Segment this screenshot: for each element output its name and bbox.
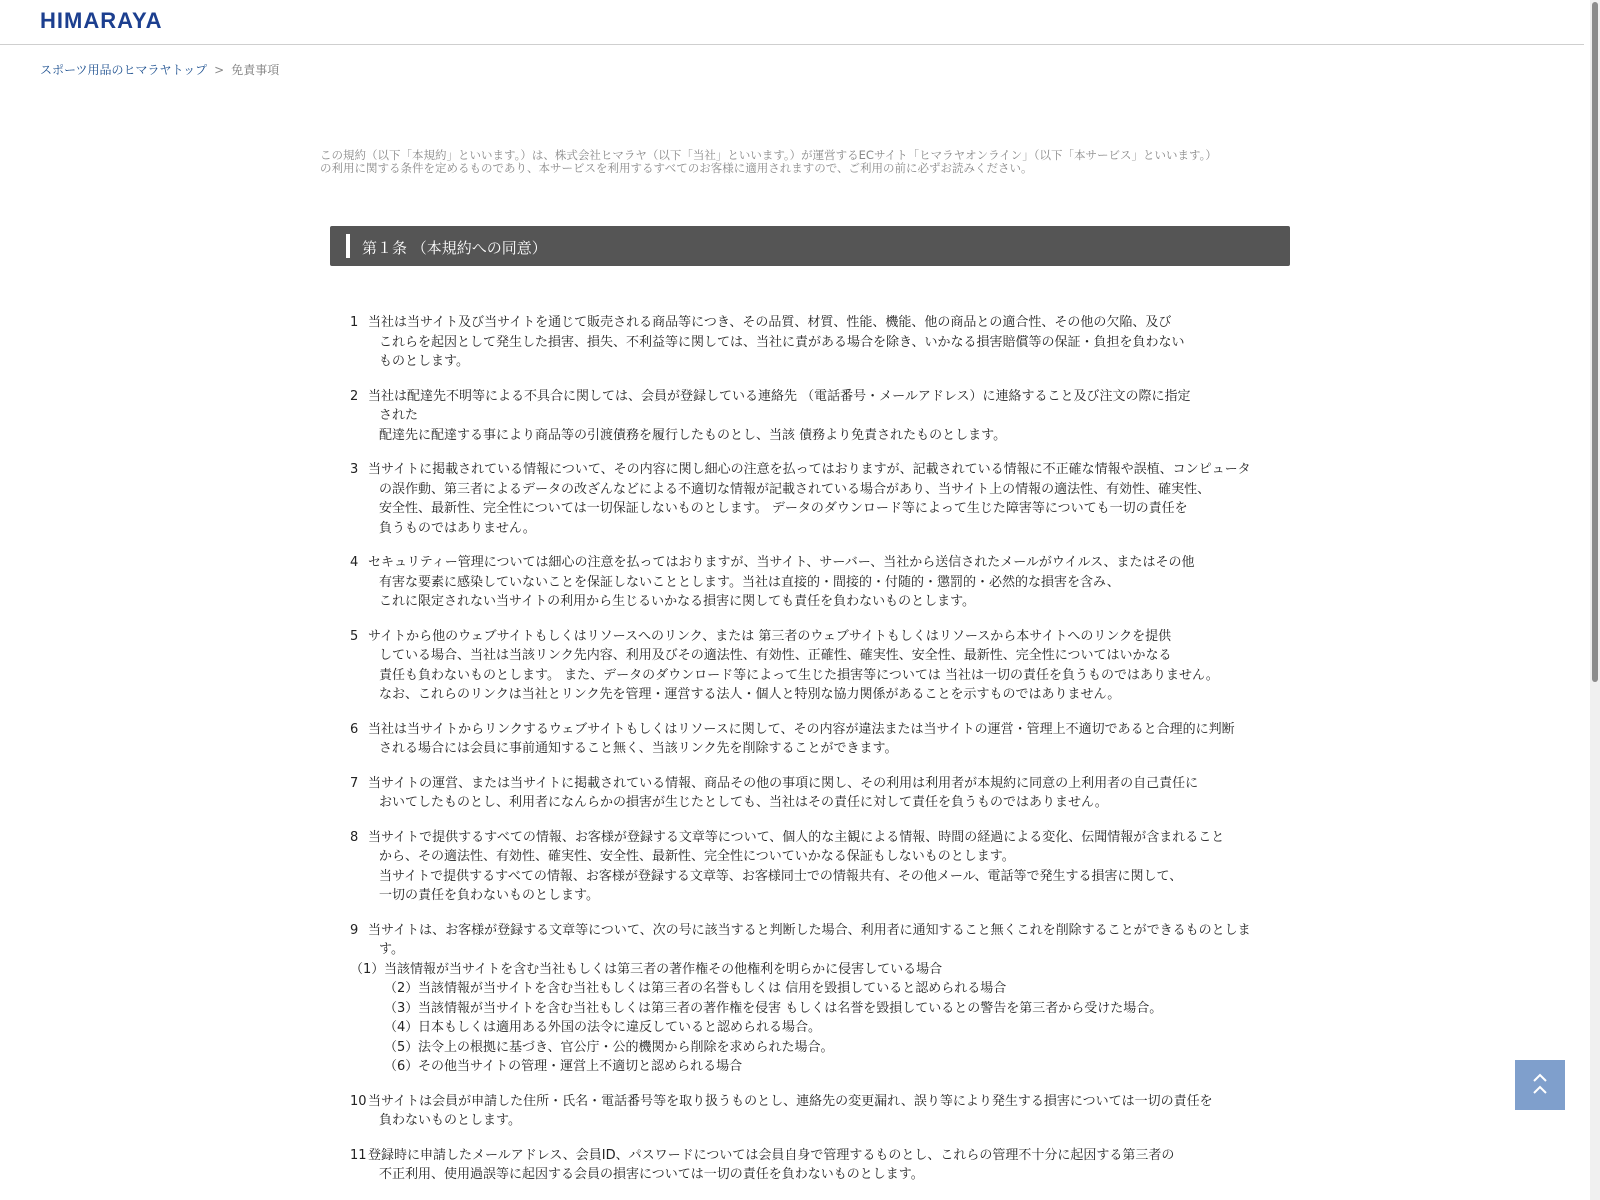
clause-number: 4	[350, 555, 359, 570]
clause-text-line: 当サイトで提供するすべての情報、お客様が登録する文章等、お客様同士での情報共有、その他メール、電話等で発生する損害に関して、	[379, 868, 1183, 884]
clause-item	[350, 553, 1270, 612]
clause-text-line: 当社は当サイト及び当サイトを通じて販売される商品等につき、その品質、材質、性能、機能、他の商品との適合性、その他の欠陥、及び	[368, 315, 1172, 330]
intro-line: の利用に関する条件を定めるものであり、本サービスを利用するすべてのお客様に適用されますので、ご利用の前に必ずお読みください。	[320, 161, 1033, 175]
clause-text-line: 当社は配達先不明等による不具合に関しては、会員が登録している連絡先 （電話番号・メールアドレス）に連絡すること及び注文の際に指定	[368, 388, 1191, 404]
clause-text-line: された	[379, 408, 419, 423]
clause-item	[350, 1146, 1270, 1185]
clause-subitem	[350, 1057, 1270, 1077]
clause-text-line: 登録時に申請したメールアドレス、会員ID、パスワードについては会員自身で管理するものとし、これらの管理不十分に起因する第三者の	[368, 1147, 1175, 1163]
section-title: 第１条 （本規約への同意）	[362, 239, 547, 257]
clause-text-line: 責任も負わないものとします。 また、データのダウンロード等によって生じた損害等については 当社は一切の責任を負うものではありません。	[379, 667, 1219, 683]
subitem-number: （2）	[384, 981, 419, 996]
double-chevron-up-icon	[1530, 1071, 1550, 1099]
clause-text-line: 負わないものとします。	[379, 1113, 521, 1128]
clause-text-line: 当サイトは、お客様が登録する文章等について、次の号に該当すると判断した場合、利用者に通知すること無くこれを削除することができるものとしま	[368, 922, 1251, 938]
subitem-text: 法令上の根拠に基づき、官公庁・公的機関から削除を求められた場合。	[418, 1039, 834, 1055]
clause-text-line: サイトから他のウェブサイトもしくはリソースへのリンク、または 第三者のウェブサイトもしくはリソースから本サイトへのリンクを提供	[368, 628, 1172, 644]
breadcrumb-separator: >	[214, 63, 225, 77]
clause-subitem	[350, 979, 1270, 999]
clause-item	[350, 387, 1270, 446]
clause-item	[350, 774, 1270, 813]
clause-item	[350, 627, 1270, 705]
clause-list	[350, 313, 1270, 1200]
subitem-number: （1）	[350, 961, 385, 977]
clause-subitem	[350, 999, 1270, 1019]
clause-text-line: おいてしたものとし、利用者になんらかの損害が生じたとしても、当社はその責任に対して責任を負うものではありません。	[379, 795, 1108, 810]
clause-text-line: 不正利用、使用過誤等に起因する会員の損害については一切の責任を負わないものとします。	[379, 1167, 924, 1182]
clause-subitem	[350, 1038, 1270, 1058]
subitem-text: 当該情報が当サイトを含む当社もしくは第三者の著作権その他権利を明らかに侵害している場合	[384, 961, 943, 977]
scrollbar-thumb[interactable]	[1592, 2, 1598, 682]
clause-text-line: これに限定されない当サイトの利用から生じるいかなる損害に関しても責任を負わないものとします。	[379, 594, 976, 609]
clause-item	[350, 460, 1270, 538]
intro-text	[320, 149, 1280, 175]
clause-number: 3	[350, 462, 359, 477]
himaraya-logo[interactable]: HIMARAYA	[40, 8, 163, 33]
subitem-text: 当該情報が当サイトを含む当社もしくは第三者の名誉もしくは 信用を毀損していると認められる場合	[418, 981, 1007, 996]
clause-text-line: 当サイトに掲載されている情報について、その内容に関し細心の注意を払ってはおりますが、記載されている情報に不正確な情報や誤植、コンピュータ	[368, 462, 1251, 477]
clause-number: 5	[350, 628, 359, 644]
clause-text-line: 当サイトで提供するすべての情報、お客様が登録する文章等について、個人的な主観による情報、時間の経過による変化、伝聞情報が含まれること	[368, 829, 1225, 845]
clause-text-line: 安全性、最新性、完全性については一切保証しないものとします。 データのダウンロード等によって生じた障害等についても一切の責任を	[379, 501, 1188, 516]
clause-text-line: 当サイトは会員が申請した住所・氏名・電話番号等を取り扱うものとし、連絡先の変更漏れ、誤り等により発生する損害については一切の責任を	[368, 1093, 1213, 1109]
subitem-number: （5）	[384, 1039, 419, 1055]
clause-text-line: の誤作動、第三者によるデータの改ざんなどによる不適切な情報が記載されている場合があり、当サイト上の情報の適法性、有効性、確実性、	[379, 481, 1211, 497]
intro-line: この規約（以下「本規約」といいます。）は、株式会社ヒマラヤ（以下「当社」といいます。）が運営するECサイト「ヒマラヤオンライン」（以下「本サービス」といいます。）	[320, 148, 1217, 162]
clause-text-line: す。	[379, 942, 404, 957]
clause-item	[350, 313, 1270, 372]
site-header	[0, 0, 1584, 45]
clause-text-line: 一切の責任を負わないものとします。	[379, 888, 599, 903]
clause-text-line: なお、これらのリンクは当社とリンク先を管理・運営する法人・個人と特別な協力関係があることを示すものではありません。	[379, 687, 1121, 702]
clause-item	[350, 921, 1270, 1077]
breadcrumb-home-link[interactable]: スポーツ用品のヒマラヤトップ	[40, 63, 208, 77]
breadcrumb-current: 免責事項	[231, 63, 280, 77]
clause-text-line: 負うものではありません。	[379, 520, 536, 536]
breadcrumb	[40, 61, 279, 78]
clause-number: 9	[350, 922, 359, 938]
page-top-button[interactable]	[1515, 1060, 1565, 1110]
clause-text-line: 有害な要素に感染していないことを保証しないこととします。当社は直接的・間接的・付随的・懲罰的・必然的な損害を含み、	[379, 574, 1120, 590]
clause-text-line: 当サイトの運営、または当サイトに掲載されている情報、商品その他の事項に関し、その利用は利用者が本規約に同意の上利用者の自己責任に	[368, 775, 1199, 791]
subitem-text: その他当サイトの管理・運営上不適切と認められる場合	[418, 1059, 743, 1074]
clause-text-line: 当社は当サイトからリンクするウェブサイトもしくはリソースに関して、その内容が違法または当サイトの運営・管理上不適切であると合理的に判断	[368, 721, 1235, 737]
subitem-text: 日本もしくは適用ある外国の法令に違反していると認められる場合。	[418, 1020, 822, 1035]
clause-subitem	[350, 1018, 1270, 1038]
subitem-number: （4）	[384, 1020, 419, 1035]
subitem-number: （6）	[384, 1059, 419, 1074]
clause-text-line: ものとします。	[379, 354, 469, 369]
clause-subitem	[350, 960, 1270, 980]
clause-number: 2	[350, 388, 359, 404]
clause-item	[350, 828, 1270, 906]
subitem-number: （3）	[384, 1000, 419, 1016]
clause-text-line: される場合には会員に事前通知すること無く、当該リンク先を削除することができます。	[379, 741, 898, 756]
subitem-text: 当該情報が当サイトを含む当社もしくは第三者の著作権を侵害 もしくは名誉を毀損しているとの警告を第三者から受けた場合。	[418, 1000, 1163, 1016]
clause-number: 7	[350, 775, 359, 791]
clause-number: 8	[350, 829, 359, 845]
clause-item	[350, 1092, 1270, 1131]
section-accent-bar	[346, 234, 350, 258]
clause-number: 10	[350, 1093, 367, 1109]
page-scrollbar[interactable]	[1590, 0, 1600, 1200]
clause-text-line: から、その適法性、有効性、確実性、安全性、最新性、完全性についていかなる保証もしないものとします。	[379, 849, 1015, 864]
clause-text-line: 配達先に配達する事により商品等の引渡債務を履行したものとし、当該 債務より免責されたものとします。	[379, 427, 1007, 443]
clause-number: 6	[350, 721, 359, 737]
section-heading	[330, 226, 1290, 266]
clause-item	[350, 720, 1270, 759]
clause-text-line: セキュリティー管理については細心の注意を払ってはおりますが、当サイト、サーバー、当社から送信されたメールがウイルス、またはその他	[368, 555, 1195, 570]
clause-text-line: これらを起因として発生した損害、損失、不利益等に関しては、当社に責がある場合を除き、いかなる損害賠償等の保証・負担を負わない	[379, 334, 1185, 350]
clause-text-line: している場合、当社は当該リンク先内容、利用及びその適法性、有効性、正確性、確実性、安全性、最新性、完全性についてはいかなる	[379, 648, 1172, 663]
clause-number: 1	[350, 315, 359, 330]
clause-number: 11	[350, 1147, 367, 1163]
